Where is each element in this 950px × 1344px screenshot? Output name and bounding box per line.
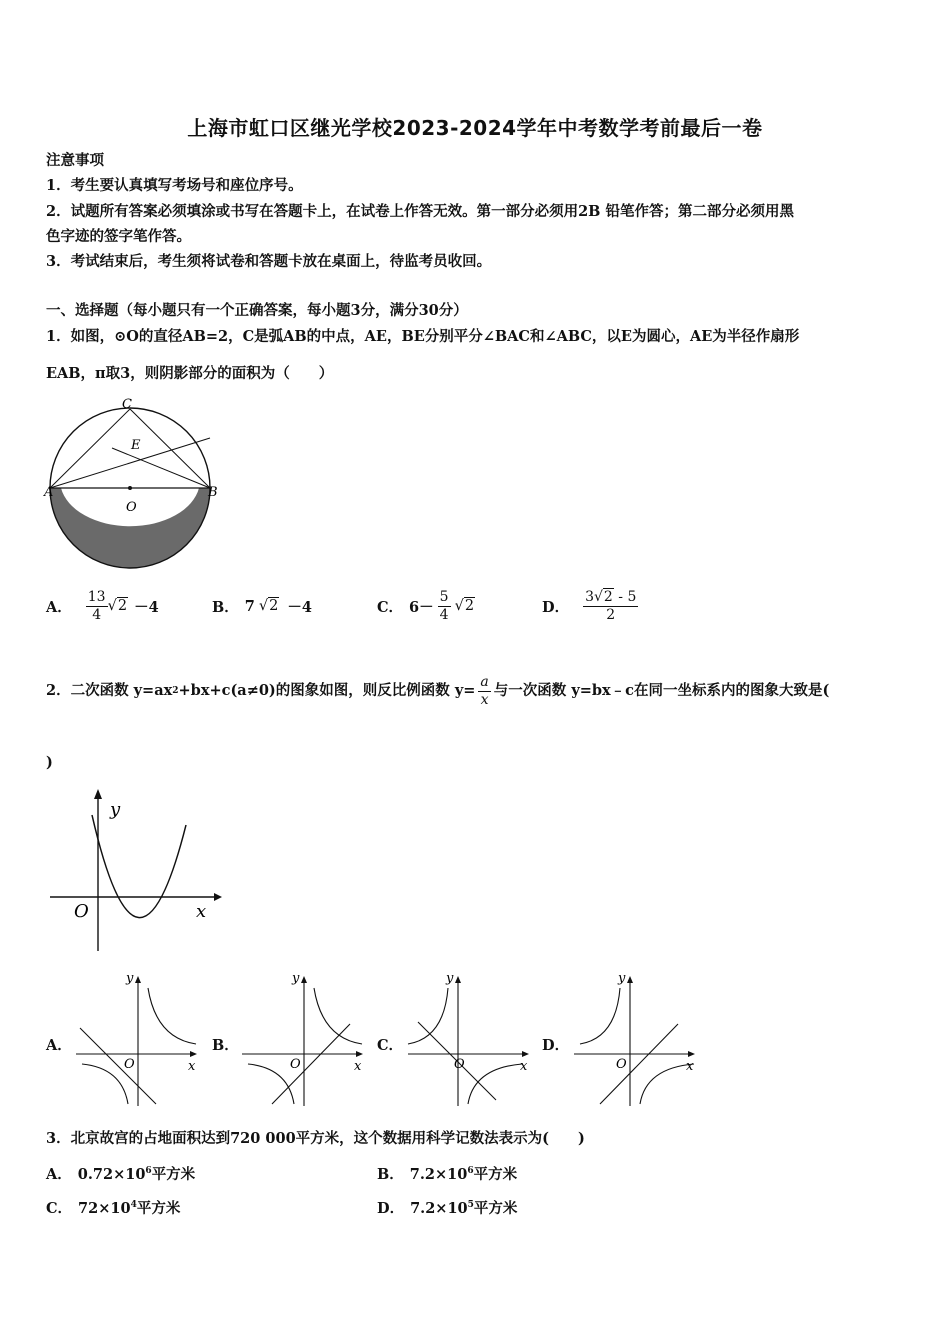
fraction <box>86 589 108 624</box>
q2-option-a-graph[interactable] <box>72 968 207 1108</box>
label-o: O <box>124 1057 135 1072</box>
q1-option-a[interactable] <box>46 583 159 629</box>
hyperbola-branch <box>82 1064 128 1104</box>
label-x: x <box>686 1059 694 1074</box>
numerator: 13 <box>87 588 106 605</box>
linear-function <box>600 1024 678 1104</box>
q2-option-b-graph[interactable] <box>238 968 373 1108</box>
q2-option-b-label[interactable]: B． <box>212 1037 239 1054</box>
q3-stem: 3．北京故宫的占地面积达到720 000平方米，这个数据用科学记数法表示为( ) <box>46 1130 585 1147</box>
q3-option-a[interactable] <box>46 1163 195 1184</box>
q2-stem: 2．二次函数 y=ax 2 +bx+c(a≠0)的图象如图，则反比例函数 y= $\frac{a}{x}$ 与一次函数 y=bx﹣c在同一坐标系内的图象大致是( <box>46 673 830 708</box>
label-y: y <box>110 799 121 820</box>
option-base: 72×10 <box>78 1200 131 1217</box>
x-arrow <box>190 1051 197 1057</box>
stem-part: 与一次函数 y=bx﹣c在同一坐标系内的图象大致是( <box>493 682 830 699</box>
parabola-curve <box>92 815 186 918</box>
note-item: 色字迹的签字笔作答。 <box>46 228 191 245</box>
label-o: O <box>126 500 137 515</box>
label-x: x <box>196 901 207 922</box>
num-pre: 3 <box>585 588 594 605</box>
prefix: 6－ <box>409 598 434 616</box>
option-exponent: 6 <box>467 1166 474 1177</box>
option-unit: 平方米 <box>473 1166 518 1183</box>
q2-option-c-label[interactable]: C． <box>377 1037 404 1054</box>
sqrt: √2 <box>107 598 128 614</box>
bisector-be <box>112 448 210 488</box>
option-base: 7.2×10 <box>409 1166 468 1183</box>
note-item: 3．考试结束后，考生须将试卷和答题卡放在桌面上，待监考员收回。 <box>46 253 492 270</box>
radicand: 2 <box>269 598 279 614</box>
option-label: C． <box>46 1200 73 1217</box>
option-label: C． <box>377 598 404 616</box>
x-arrow <box>214 893 222 901</box>
tail: －4 <box>287 598 312 616</box>
q1-stem-line1: 1．如图，⊙O的直径AB=2，C是弧AB的中点，AE，BE分别平分∠BAC和∠ABC，以E为圆心，AE为半径作扇形 <box>46 328 800 345</box>
y-arrow <box>455 976 461 983</box>
label-x: x <box>520 1059 528 1074</box>
numerator: a <box>480 673 489 690</box>
section-heading: 一、选择题（每小题只有一个正确答案，每小题3分，满分30分） <box>46 302 468 319</box>
option-unit: 平方米 <box>151 1166 196 1183</box>
label-a: A <box>44 485 54 500</box>
q3-option-c[interactable] <box>46 1197 180 1218</box>
fraction <box>583 589 638 624</box>
label-o: O <box>74 901 89 922</box>
option-base: 0.72×10 <box>77 1166 146 1183</box>
y-arrow <box>135 976 141 983</box>
q3-option-b[interactable] <box>377 1163 517 1184</box>
option-label: D． <box>377 1200 405 1217</box>
notes-heading: 注意事项 <box>46 152 104 169</box>
segment-bc <box>130 409 210 488</box>
y-arrow <box>627 976 633 983</box>
tail: －4 <box>134 598 159 616</box>
label-b: B <box>208 485 218 500</box>
label-y: y <box>446 971 454 986</box>
option-unit: 平方米 <box>136 1200 181 1217</box>
note-item: 2．试题所有答案必须填涂或书写在答题卡上，在试卷上作答无效。第一部分必须用2B 铅笔作答；第二部分必须用黑 <box>46 203 794 220</box>
segment-ac <box>50 409 130 488</box>
stem-part: 2．二次函数 y=ax <box>46 682 173 699</box>
option-label: B． <box>377 1166 404 1183</box>
label-y: y <box>292 971 300 986</box>
center-point <box>128 486 132 490</box>
option-unit: 平方米 <box>473 1200 518 1217</box>
q2-option-c-graph[interactable] <box>404 968 539 1108</box>
label-o: O <box>290 1057 301 1072</box>
label-y: y <box>618 971 626 986</box>
fraction-a-over-x <box>478 674 490 709</box>
page-title: 上海市虹口区继光学校2023-2024学年中考数学考前最后一卷 <box>187 116 763 140</box>
sqrt: √2 <box>594 588 613 605</box>
coefficient: 7 <box>244 597 255 615</box>
numerator: 5 <box>439 588 449 605</box>
q2-parabola-graph <box>46 785 226 955</box>
q3-option-d[interactable] <box>377 1197 517 1218</box>
q1-circle-figure <box>40 395 230 570</box>
numerator <box>583 589 638 607</box>
q2-option-a-label[interactable]: A． <box>46 1037 72 1054</box>
hyperbola-branch <box>580 988 620 1044</box>
y-arrow <box>301 976 307 983</box>
x-arrow <box>688 1051 695 1057</box>
bisector-ae <box>50 438 210 488</box>
q1-option-b[interactable] <box>212 583 312 629</box>
hyperbola-branch <box>148 988 196 1044</box>
fraction <box>438 589 451 624</box>
label-o: O <box>454 1057 465 1072</box>
option-label: B． <box>212 598 239 616</box>
hyperbola-branch <box>248 1064 294 1104</box>
linear-function <box>272 1024 350 1104</box>
q2-option-d-label[interactable]: D． <box>542 1037 570 1054</box>
q1-option-d[interactable] <box>542 583 638 629</box>
label-e: E <box>131 438 141 453</box>
num-tail: - 5 <box>618 588 637 605</box>
label-y: y <box>126 971 134 986</box>
radicand: 2 <box>603 588 613 605</box>
q2-close-paren: ) <box>46 754 53 771</box>
label-c: C <box>122 397 132 412</box>
q1-option-c[interactable] <box>377 583 475 629</box>
denominator: x <box>480 691 489 708</box>
option-exponent: 5 <box>467 1200 474 1211</box>
label-x: x <box>354 1059 362 1074</box>
label-o: O <box>616 1057 627 1072</box>
denominator: 4 <box>439 606 449 623</box>
option-label: A． <box>46 1166 72 1183</box>
option-label: A． <box>46 598 72 616</box>
sqrt: √2 <box>258 598 279 614</box>
label-x: x <box>188 1059 196 1074</box>
y-arrow <box>94 789 102 799</box>
q1-stem-line2: EAB，π取3，则阴影部分的面积为（ ） <box>46 365 334 382</box>
x-arrow <box>356 1051 363 1057</box>
x-arrow <box>522 1051 529 1057</box>
q2-option-d-graph[interactable] <box>570 968 705 1108</box>
radicand: 2 <box>117 598 128 614</box>
note-item: 1．考生要认真填写考场号和座位序号。 <box>46 177 303 194</box>
hyperbola-branch <box>408 988 448 1044</box>
option-base: 7.2×10 <box>410 1200 468 1217</box>
radicand: 2 <box>464 598 475 614</box>
denominator: 4 <box>92 606 102 623</box>
hyperbola-branch <box>468 1064 522 1104</box>
stem-part: +bx+c(a≠0)的图象如图，则反比例函数 y= <box>178 682 476 699</box>
option-label: D． <box>542 598 570 616</box>
denominator: 2 <box>606 606 616 623</box>
sqrt: √2 <box>454 598 475 614</box>
option-exponent: 6 <box>145 1166 152 1177</box>
option-exponent: 4 <box>130 1200 137 1211</box>
